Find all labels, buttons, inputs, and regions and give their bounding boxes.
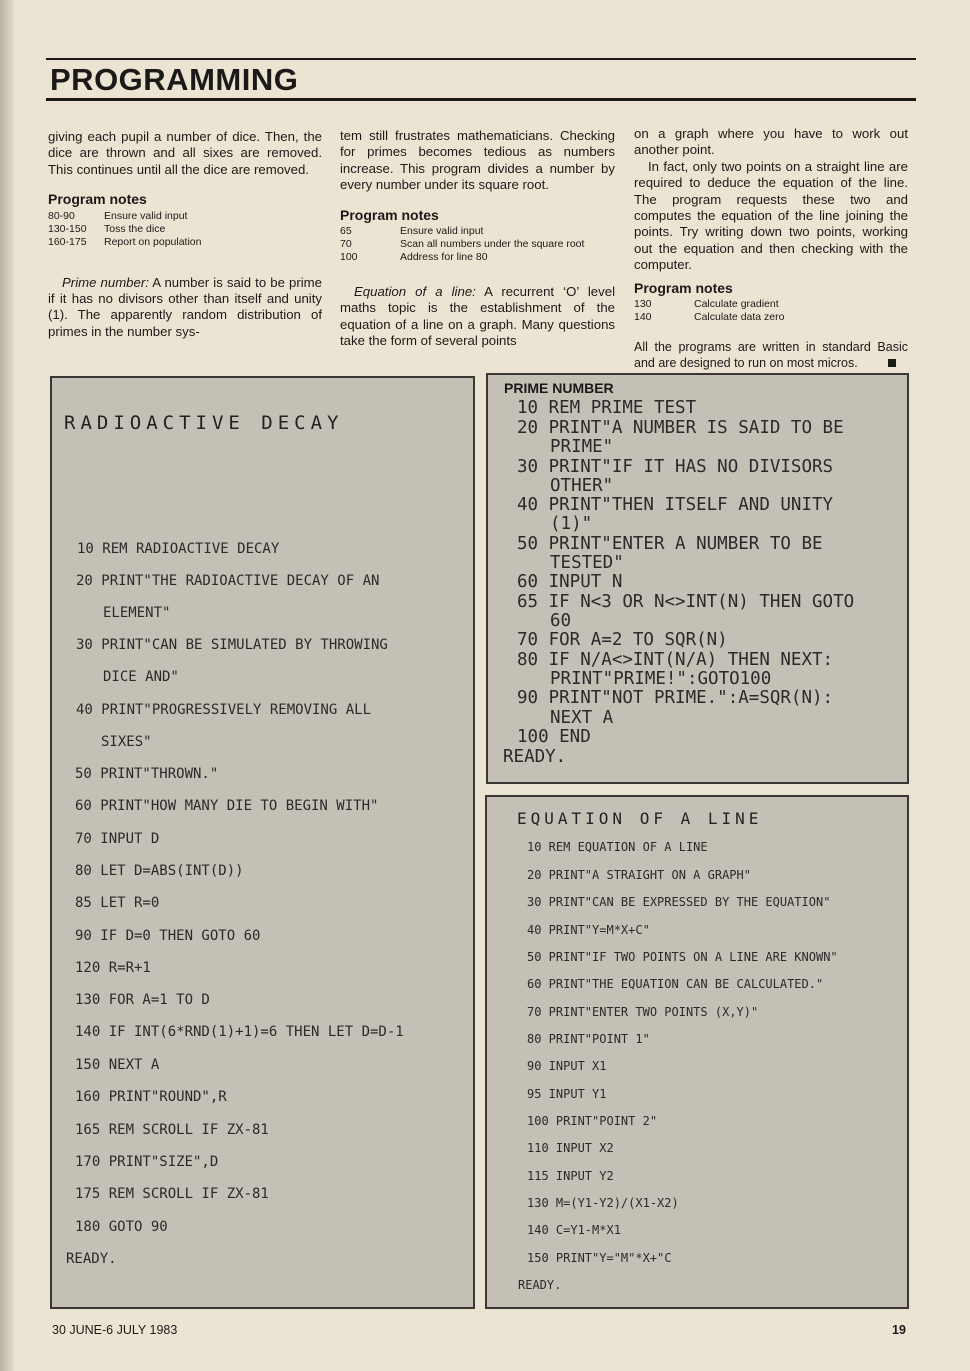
code-line: 60 [550,611,572,631]
code-line: 10 REM RADIOACTIVE DECAY [77,541,280,557]
end-mark-icon [888,359,896,367]
note-row: 80-90 Ensure valid input [48,209,188,222]
radioactive-decay-code [52,378,473,1307]
section-title: PROGRAMMING [50,62,299,97]
col2-intro: tem still frustrates mathematicians. Checking for primes becomes tedious as numbers increase. This program divides a number by every number under its square root. [340,128,615,193]
code-line: READY. [66,1251,117,1267]
code-line: 60 PRINT"THE EQUATION CAN BE CALCULATED." [527,977,824,991]
code-line: 130 FOR A=1 TO D [75,992,210,1008]
code-line: 150 PRINT"Y="M"*X+"C [527,1251,672,1265]
code-line: 80 LET D=ABS(INT(D)) [75,863,244,879]
prime-intro-paragraph: Prime number: A number is said to be prime if it has no divisors other than itself and unity (1). The apparently random distribution of primes in the number sys- [48,274,323,339]
note-row: 100 Address for line 80 [340,251,488,264]
code-line: 40 PRINT"PROGRESSIVELY REMOVING ALL [76,702,372,718]
equation-title: EQUATION OF A LINE [517,809,763,828]
code-line: 150 NEXT A [75,1057,160,1073]
code-line: 180 GOTO 90 [75,1219,168,1235]
code-line: NEXT A [550,708,614,728]
col3-paragraph-2: In fact, only two points on a straight line are required to deduce the equation of the line. The program requests these two and computes the equation of the line joining the points. Try writing down two points, working out the equation and then checking with the computer. [634,158,908,273]
equation-intro-paragraph: Equation of a line: A recurrent ‘O’ level maths topic is the establishment of the equation of a line on a graph. Many questions take the form of several points [340,284,616,349]
code-line: TESTED" [550,553,624,573]
note-row: 130-150 Toss the dice [48,222,166,235]
code-line: 30 PRINT"IF IT HAS NO DIVISORS [517,457,834,477]
code-line: 175 REM SCROLL IF ZX-81 [75,1186,269,1202]
code-line: 140 C=Y1-M*X1 [527,1223,621,1237]
col3-notes [634,298,908,324]
prime-number-code [488,375,907,782]
note-row: 130 Calculate gradient [634,298,779,311]
code-line: OTHER" [550,476,614,496]
code-line: 70 INPUT D [75,831,160,847]
code-line: 115 INPUT Y2 [527,1169,614,1183]
code-line: 70 FOR A=2 TO SQR(N) [517,630,728,650]
code-line: 10 REM EQUATION OF A LINE [527,840,708,854]
code-line: 95 INPUT Y1 [527,1087,607,1101]
col3-paragraph-1: on a graph where you have to work out another point. [634,126,908,158]
col3-notes-heading: Program notes [634,279,733,296]
code-line: 30 PRINT"CAN BE SIMULATED BY THROWING [76,637,388,653]
column-2 [340,128,615,350]
closing-paragraph: All the programs are written in standard Basic and are designed to run on most micros. [634,340,908,370]
code-line: 50 PRINT"THROWN." [75,766,219,782]
code-line: 30 PRINT"CAN BE EXPRESSED BY THE EQUATION" [527,895,831,909]
equation-code [487,797,907,1307]
radioactive-decay-listing [50,376,475,1309]
code-line: 60 INPUT N [517,572,623,592]
code-line: 165 REM SCROLL IF ZX-81 [75,1122,269,1138]
code-line: 20 PRINT"THE RADIOACTIVE DECAY OF AN [76,573,380,589]
code-line: DICE AND" [103,669,179,685]
code-line: 40 PRINT"Y=M*X+C" [527,923,650,937]
header-top-rule [46,58,916,60]
page-number: 19 [892,1323,906,1337]
code-line: 120 R=R+1 [75,960,151,976]
code-line: 90 PRINT"NOT PRIME.":A=SQR(N): [517,688,834,708]
code-line: 65 IF N<3 OR N<>INT(N) THEN GOTO [517,592,855,612]
page-spine-shadow [0,0,14,1371]
code-line: 160 PRINT"ROUND",R [75,1089,227,1105]
code-line: 60 PRINT"HOW MANY DIE TO BEGIN WITH" [75,798,379,814]
code-line: 85 LET R=0 [75,895,160,911]
prime-number-listing [486,373,909,784]
note-row: 70 Scan all numbers under the square root [340,238,585,251]
code-line: 90 INPUT X1 [527,1059,607,1073]
code-line: 100 PRINT"POINT 2" [527,1114,658,1128]
code-line: 110 INPUT X2 [527,1141,614,1155]
note-row: 140 Calculate data zero [634,311,785,324]
col2-notes-heading: Program notes [340,206,439,223]
col2-notes [340,225,615,264]
col1-notes-heading: Program notes [48,191,147,208]
code-line: 20 PRINT"A STRAIGHT ON A GRAPH" [527,868,751,882]
code-line: PRIME" [550,437,614,457]
note-row: 65 Ensure valid input [340,225,484,238]
code-line: 90 IF D=0 THEN GOTO 60 [75,928,261,944]
code-line: 140 IF INT(6*RND(1)+1)=6 THEN LET D=D-1 [75,1024,404,1040]
code-line: READY. [503,747,567,767]
code-line: 10 REM PRIME TEST [517,398,697,418]
code-line: PRINT"PRIME!":GOTO100 [550,669,772,689]
col1-intro: giving each pupil a number of dice. Then, the dice are thrown and all sixes are removed. This continues until all the dice are removed. [48,129,322,177]
code-line: ELEMENT" [103,605,171,621]
column-1 [48,129,322,340]
radioactive-decay-title: RADIOACTIVE DECAY [64,412,344,434]
code-line: 100 END [517,727,591,747]
column-3 [634,126,908,371]
code-line: (1)" [550,514,593,534]
code-line: 170 PRINT"SIZE",D [75,1154,219,1170]
code-line: 80 IF N/A<>INT(N/A) THEN NEXT: [517,650,834,670]
code-line: 70 PRINT"ENTER TWO POINTS (X,Y)" [527,1005,759,1019]
issue-date: 30 JUNE-6 JULY 1983 [52,1323,178,1337]
note-row: 160-175 Report on population [48,235,202,248]
code-line: READY. [518,1278,562,1292]
code-line: 50 PRINT"ENTER A NUMBER TO BE [517,534,823,554]
code-line: 130 M=(Y1-Y2)/(X1-X2) [527,1196,679,1210]
code-line: 50 PRINT"IF TWO POINTS ON A LINE ARE KNOWN" [527,950,838,964]
col1-notes [48,210,322,249]
code-line: 40 PRINT"THEN ITSELF AND UNITY [517,495,834,515]
code-line: 20 PRINT"A NUMBER IS SAID TO BE [517,418,844,438]
code-line: SIXES" [101,734,152,750]
code-line: 80 PRINT"POINT 1" [527,1032,650,1046]
header-bottom-rule [46,98,916,101]
equation-of-line-listing [485,795,909,1309]
prime-number-title: PRIME NUMBER [504,380,614,396]
